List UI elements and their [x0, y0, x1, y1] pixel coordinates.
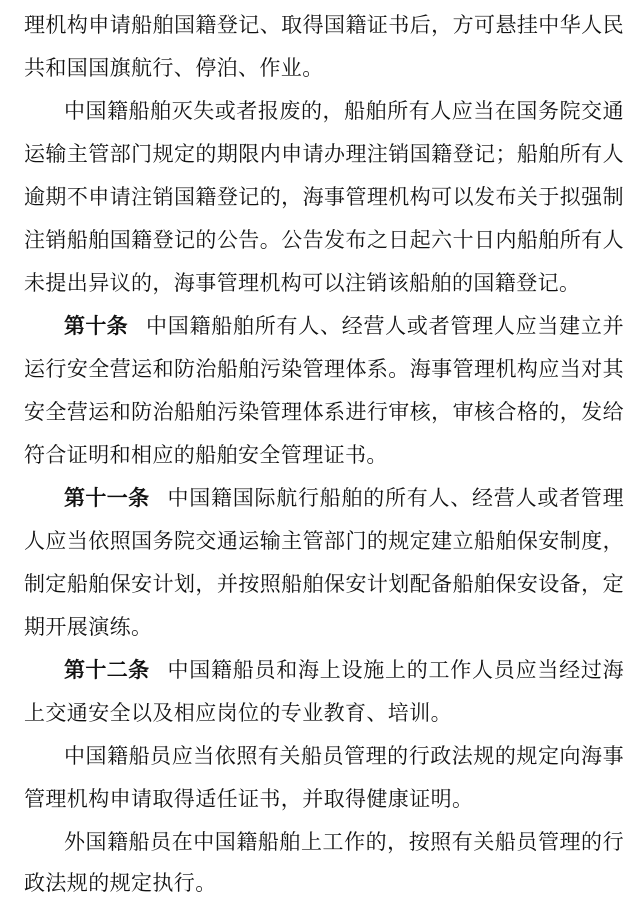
text-line: 逾期不申请注销国籍登记的，海事管理机构可以发布关于拟强制: [24, 185, 624, 209]
text-line: 注销船舶国籍登记的公告。公告发布之日起六十日内船舶所有人: [24, 228, 624, 252]
text-line: 符合证明和相应的船舶安全管理证书。: [24, 443, 388, 467]
text-line: 未提出异议的，海事管理机构可以注销该船舶的国籍登记。: [24, 271, 581, 295]
text-line: 共和国国旗航行、停泊、作业。: [24, 56, 324, 80]
text-line: 人应当依照国务院交通运输主管部门的规定建立船舶保安制度，: [24, 529, 624, 553]
article-number: 第十二条: [64, 658, 150, 682]
text-line: 管理机构申请取得适任证书，并取得健康证明。: [24, 787, 474, 811]
text-line: 运输主管部门规定的期限内申请办理注销国籍登记；船舶所有人: [24, 142, 624, 166]
text-segment: 中国籍国际航行船舶的所有人、经营人或者管理: [167, 486, 624, 510]
article-first-line: [64, 481, 624, 515]
article-number: 第十条: [64, 314, 129, 338]
text-line: 期开展演练。: [24, 615, 153, 639]
text-segment: 中国籍船员和海上设施上的工作人员应当经过海: [167, 658, 624, 682]
text-line: 上交通安全以及相应岗位的专业教育、培训。: [24, 701, 452, 725]
text-line: 中国籍船员应当依照有关船员管理的行政法规的规定向海事: [64, 744, 624, 768]
text-line: 制定船舶保安计划，并按照船舶保安计划配备船舶保安设备，定: [24, 572, 624, 596]
article-number: 第十一条: [64, 486, 150, 510]
text-line: 外国籍船员在中国籍船舶上工作的，按照有关船员管理的行: [64, 830, 624, 854]
text-line: 安全营运和防治船舶污染管理体系进行审核，审核合格的，发给: [24, 400, 624, 424]
text-line: 中国籍船舶灭失或者报废的，船舶所有人应当在国务院交通: [64, 99, 624, 123]
text-line: 理机构申请船舶国籍登记、取得国籍证书后，方可悬挂中华人民: [24, 13, 624, 37]
article-first-line: [64, 653, 624, 687]
text-segment: 中国籍船舶所有人、经营人或者管理人应当建立并: [146, 314, 624, 338]
text-line: 运行安全营运和防治船舶污染管理体系。海事管理机构应当对其: [24, 357, 624, 381]
text-line: 政法规的规定执行。: [24, 871, 217, 895]
article-first-line: [64, 309, 624, 343]
